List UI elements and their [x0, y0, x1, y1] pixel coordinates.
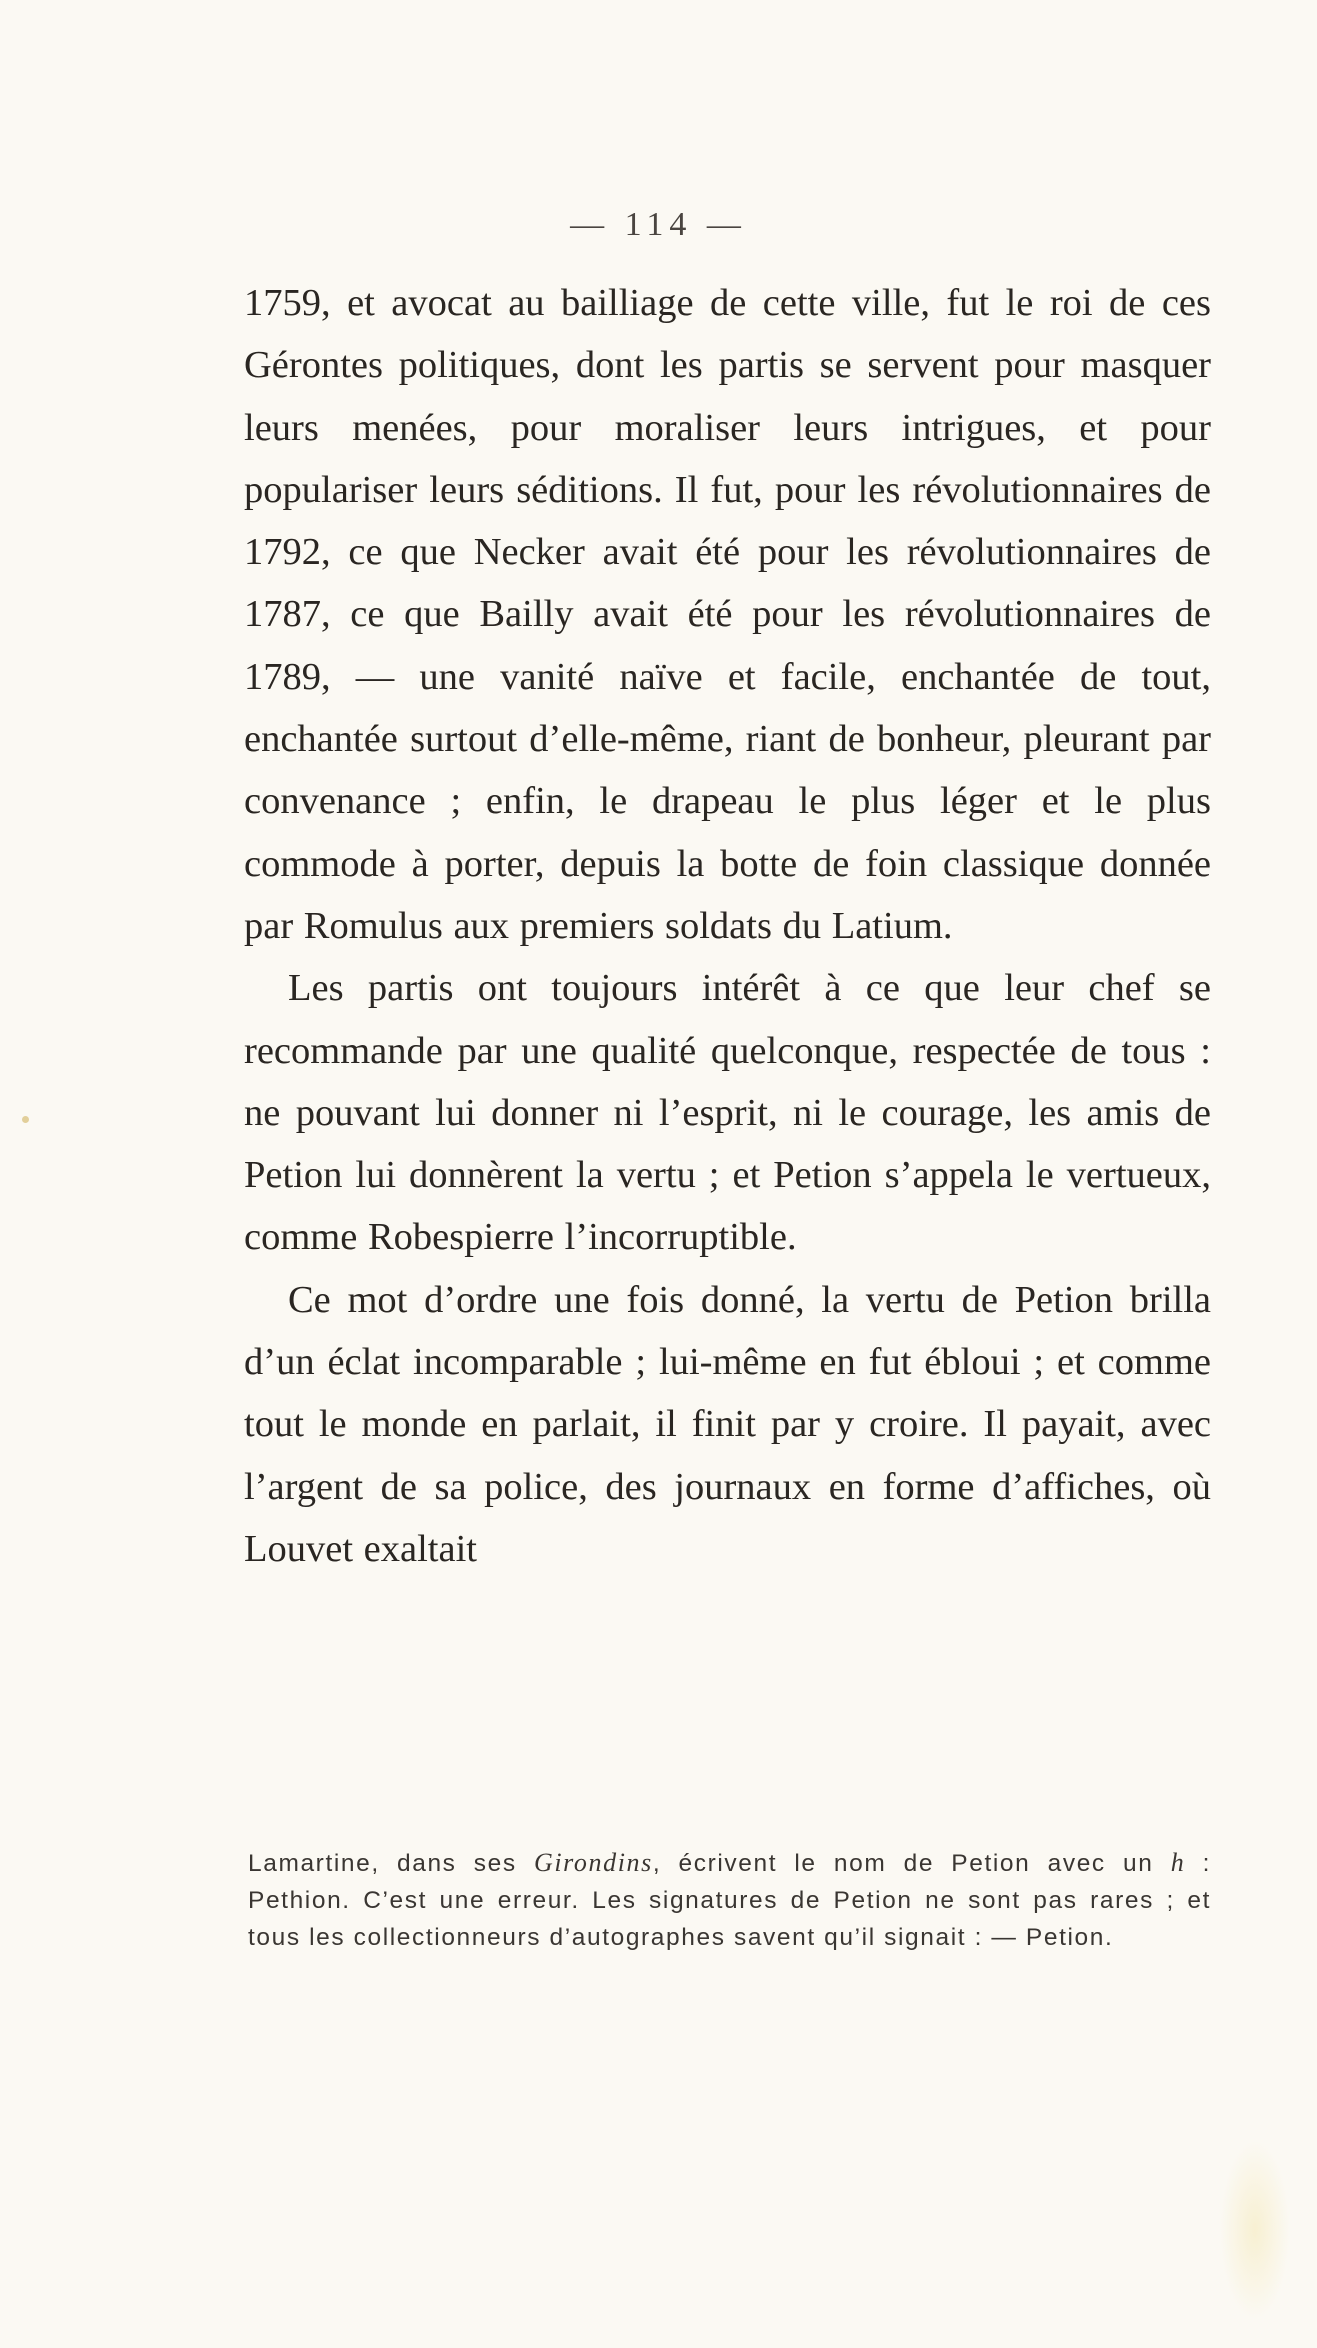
footnote: [248, 1844, 1211, 1956]
footnote-part-2: , écrivent le nom de Petion avec un: [652, 1850, 1171, 1877]
footnote-text: [248, 1844, 1211, 1956]
paper-stain: [1220, 2140, 1290, 2320]
main-text: [244, 272, 1211, 1580]
paper-speck: [22, 1116, 29, 1123]
footnote-letter: h: [1170, 1848, 1186, 1877]
footnote-part-1: Lamartine, dans ses: [248, 1850, 534, 1877]
paragraph-3: Ce mot d’ordre une fois donné, la vertu de Petion brilla d’un éclat incomparable ; lui-même en fut ébloui ; et comme tout le monde en parlait, il finit par y croire. Il payait, avec l’argent de sa police, des journaux en forme d’affiches, où Louvet exaltait: [244, 1278, 1211, 1570]
footnote-part-3: : Pethion. C’est une erreur. Les signatures de Petion ne sont pas rares ; et tous les collectionneurs d’autographes savent qu’il signait : — Petion.: [248, 1850, 1211, 1951]
paragraph-2: Les partis ont toujours intérêt à ce que leur chef se recommande par une qualité quelconque, respectée de tous : ne pouvant lui donner ni l’esprit, ni le courage, les amis de Petion lui donnèrent la vertu ; et Petion s’appela le vertueux, comme Robespierre l’incorruptible.: [244, 967, 1211, 1259]
page-number: — 114 —: [570, 206, 747, 243]
paragraph-1: 1759, et avocat au bailliage de cette ville, fut le roi de ces Gérontes politiques, dont les partis se servent pour masquer leurs menées, pour moraliser leurs intrigues, et pour populariser leurs séditions. Il fut, pour les révolutionnaires de 1792, ce que Necker avait été pour les révolutionnaires de 1787, ce que Bailly avait été pour les révolutionnaires de 1789, — une vanité naïve et facile, enchantée de tout, enchantée surtout d’elle-même, riant de bonheur, pleurant par convenance ; enfin, le drapeau le plus léger et le plus commode à porter, depuis la botte de foin classique donnée par Romulus aux premiers soldats du Latium.: [244, 282, 1211, 947]
footnote-title: Girondins: [533, 1848, 653, 1877]
